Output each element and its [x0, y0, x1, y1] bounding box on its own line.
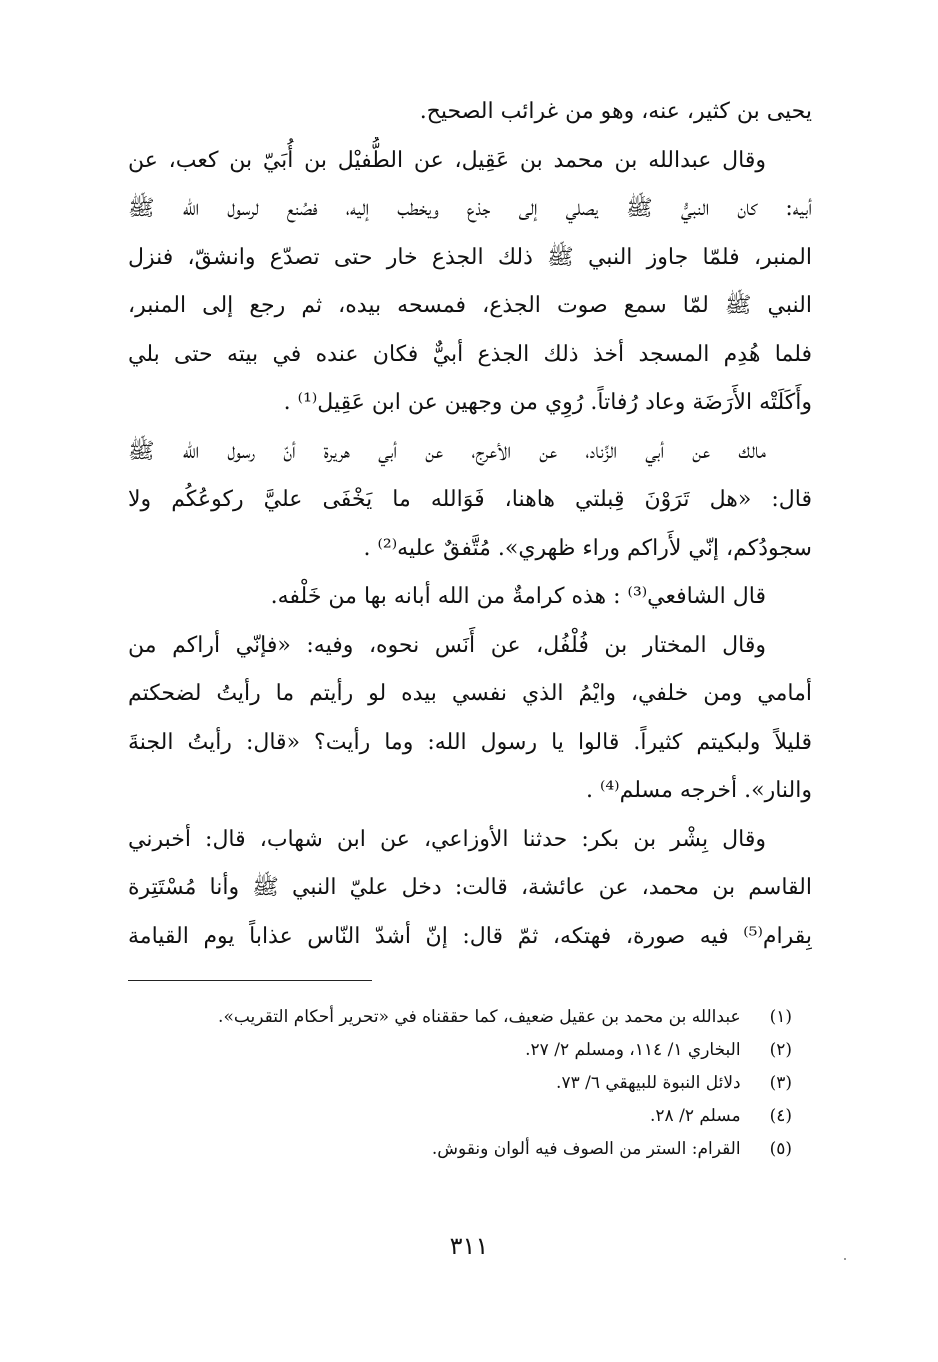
footnote-number: (٣)	[769, 1073, 792, 1093]
footnote-number: (٢)	[769, 1040, 792, 1060]
paragraph	[128, 573, 812, 622]
text-line: أمامي ومن خلفي، وايْمُ الذي نفسي بيده لو رأيتم ما رأيتُ لضحكتم	[128, 681, 812, 706]
text-line: وقال عبدالله بن محمد بن عَقِيل، عن الطُّفيْل بن أُبَيّ بن كعب، عن	[128, 147, 766, 173]
text-line: والنار». أخرجه مسلم⁽⁴⁾ .	[585, 778, 812, 803]
text-line: وقال المختار بن فُلْفُل، عن أَنَس نحوه، وفيه: «فإنّي أراكم من	[128, 632, 766, 658]
paragraph	[128, 88, 812, 137]
footnote-divider	[128, 980, 372, 981]
text-line: قال الشافعي⁽³⁾ : هذه كرامةٌ من الله أبانه بها من خَلْفه.	[270, 584, 766, 609]
footnotes	[128, 1001, 792, 1166]
paragraph	[128, 428, 812, 574]
text-line: فلما هُدِم المسجد أخذ ذلك الجذع أبيٌّ فكان عنده في بيته حتى بلي	[128, 341, 812, 367]
footnote-text: البخاري ١/ ١١٤، ومسلم ٢/ ٢٧.	[525, 1040, 741, 1060]
text-line: وقال بِشْر بن بكر: حدثنا الأوزاعي، عن ابن شهاب، قال: أخبرني	[128, 826, 766, 852]
text-line: بِقرام⁽⁵⁾ فيه صورة، فهتكه، ثمّ قال: إنّ أشدّ النّاس عذاباً يوم القيامة	[128, 923, 812, 949]
text-line: وأَكَلَتْه الأَرَضَة وعاد رُفاتاً. رُوِي من وجهين عن ابن عَقِيل⁽¹⁾ .	[283, 390, 812, 415]
footnote-text: دلائل النبوة للبيهقي ٦/ ٧٣.	[556, 1073, 741, 1093]
footnote-item	[128, 1133, 792, 1166]
footnote-text: القرام: الستر من الصوف فيه ألوان ونقوش.	[431, 1139, 741, 1159]
footnote-item	[128, 1034, 792, 1067]
footnote-item	[128, 1100, 792, 1133]
text-line: قليلاً ولبكيتم كثيراً. قالوا يا رسول الله: وما رأيت؟ «قال: رأيتُ الجنةَ	[128, 729, 812, 755]
text-line: المنبر، فلمّا جاوز النبي ﷺ ذلك الجذع خار حتى تصدّع وانشقّ، فنزل	[128, 244, 812, 270]
text-line: مالك عن أبي الزِّناد، عن الأعرج، عن أبي هريرة أنّ رسول الله ﷺ	[128, 438, 766, 464]
text-line: سجودُكم، إنّي لأَراكم وراء ظهري». مُتَّفقٌ عليه⁽²⁾ .	[363, 535, 812, 561]
footnote-number: (٥)	[769, 1139, 792, 1159]
paragraph	[128, 622, 812, 816]
text-line: أبيه: كان النبيُّ ﷺ يصلي إلى جذع ويخطب إليه، فصُنع لرسول الله ﷺ	[128, 196, 812, 221]
text-line: القاسم بن محمد، عن عائشة، قالت: دخل عليّ النبي ﷺ وأنا مُسْتَتِرة	[128, 875, 812, 900]
footnote-text: مسلم ٢/ ٢٨.	[650, 1106, 741, 1126]
footnote-number: (٤)	[769, 1106, 792, 1126]
page-number: ٣١١	[449, 1232, 489, 1260]
text-line: النبي ﷺ لمّا سمع صوت الجذع، فمسحه بيده، ثم رجع إلى المنبر،	[128, 293, 812, 318]
footnote-text: عبدالله بن محمد بن عقيل ضعيف، كما حققناه في «تحرير أحكام التقريب».	[218, 1007, 741, 1027]
text-line: قال: «هل تَرَوْنَ قِبلتي هاهنا، فَوَالله ما يَخْفَى عليَّ ركوعُكُم ولا	[128, 487, 812, 512]
text-line: يحيى بن كثير، عنه، وهو من غرائب الصحيح.	[419, 99, 812, 124]
footnote-item	[128, 1067, 792, 1100]
footnote-number: (١)	[769, 1007, 792, 1027]
main-text	[128, 88, 812, 961]
paragraph	[128, 137, 812, 428]
scan-speck	[844, 1258, 846, 1260]
footnote-item	[128, 1001, 792, 1034]
paragraph	[128, 816, 812, 962]
